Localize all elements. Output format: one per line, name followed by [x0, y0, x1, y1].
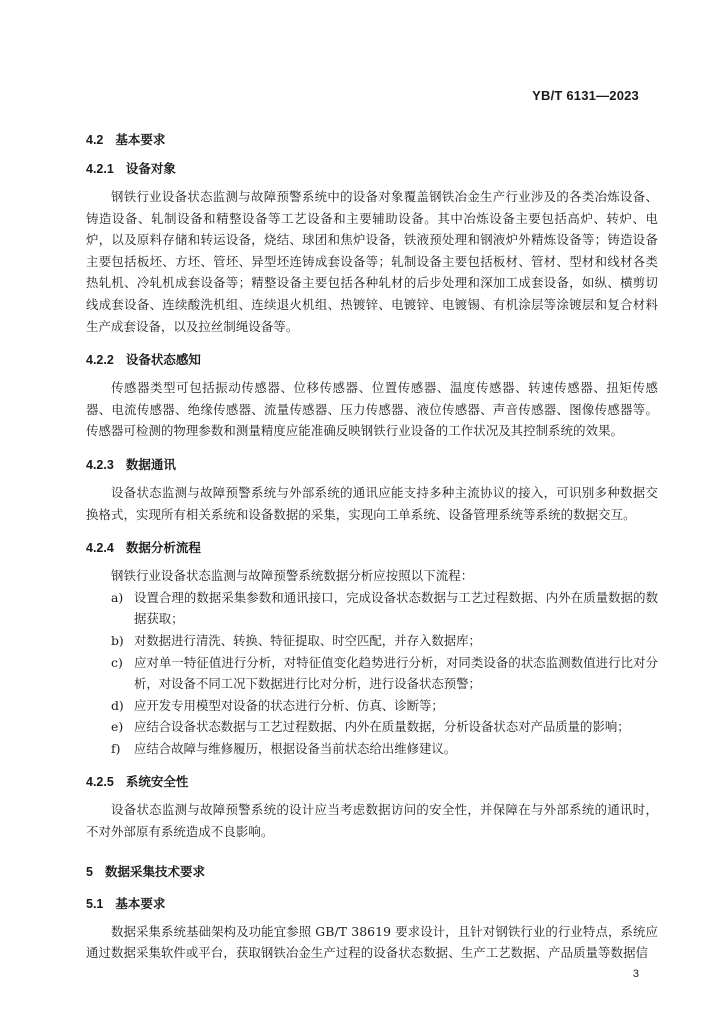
document-code: YB/T 6131—2023 [532, 88, 639, 103]
section-title: 数据通讯 [125, 457, 176, 472]
section-heading-4-2-4 [86, 539, 658, 557]
paragraph-4-2-3: 设备状态监测与故障预警系统与外部系统的通讯应能支持多种主流协议的接入，可识别多种数据交换格式，实现所有相关系统和设备数据的采集，实现向工单系统、设备管理系统等系统的数据交互。 [86, 484, 658, 522]
section-title: 设备对象 [125, 162, 176, 176]
list-item-text: 对数据进行清洗、转换、特征提取、时空匹配，并存入数据库； [134, 632, 481, 648]
list-item [86, 695, 658, 717]
section-title: 数据分析流程 [125, 541, 201, 556]
list-marker: f) [111, 740, 121, 756]
page-number: 3 [632, 968, 639, 980]
section-number: 4.2 [86, 133, 104, 147]
section-heading-5-1 [86, 895, 658, 913]
list-item [86, 652, 658, 695]
list-item [86, 716, 658, 738]
list-marker: e) [111, 719, 124, 735]
section-title: 基本要求 [115, 133, 166, 147]
paragraph-4-2-5: 设备状态监测与故障预警系统的设计应当考虑数据访问的安全性，并保障在与外部系统的通讯时，不对外部原有系统造成不良影响。 [86, 802, 658, 840]
document-body [86, 131, 658, 964]
paragraph-5-1: 数据采集系统基础架构及功能宜参照 GB/T 38619 要求设计，且针对钢铁行业的行业特点，系统应通过数据采集软件或平台，获取钢铁冶金生产过程的设备状态数据、生产工艺数据、产品质量等数据信 [86, 923, 658, 961]
section-number: 4.2.5 [86, 775, 114, 790]
list-item-text: 应开发专用模型对设备的状态进行分析、仿真、诊断等； [134, 697, 444, 713]
paragraph-4-2-2: 传感器类型可包括振动传感器、位移传感器、位置传感器、温度传感器、转速传感器、扭矩传感器、电流传感器、绝缘传感器、流量传感器、压力传感器、液位传感器、声音传感器、图像传感器等。传感器可检测的物理参数和测量精度应能准确反映钢铁行业设备的工作状况及其控制系统的效果。 [86, 380, 658, 439]
section-heading-4-2 [86, 131, 658, 149]
section-title: 基本要求 [115, 896, 166, 911]
section-heading-4-2-1 [86, 160, 658, 178]
paragraph-4-2-4-intro: 钢铁行业设备状态监测与故障预警系统数据分析应按照以下流程： [111, 568, 474, 584]
list-item [86, 630, 658, 652]
list-marker: d) [111, 697, 124, 713]
analysis-steps-list [86, 587, 658, 760]
paragraph-4-2-1: 钢铁行业设备状态监测与故障预警系统中的设备对象覆盖钢铁冶金生产行业涉及的各类冶炼设备、铸造设备、轧制设备和精整设备等工艺设备和主要辅助设备。其中冶炼设备主要包括高炉、转炉、电炉，以及原料存储和转运设备，烧结、球团和焦炉设备，铁液预处理和钢液炉外精炼设备等；铸造设备主要包括板坯、方坯、管坯、异型坯连铸成套设备等；轧制设备主要包括板材、管材、型材和线材各类热轧机、冷轧机成套设备等；精整设备主要包括各种轧材的后步处理和深加工成套设备，如纵、横剪切线成套设备、连续酸洗机组、连续退火机组、热镀锌、电镀锌、电镀锡、有机涂层等涂镀层和复合材料生产成套设备，以及拉丝制绳设备等。 [86, 189, 658, 334]
section-number: 4.2.3 [86, 457, 114, 472]
section-number: 4.2.4 [86, 541, 114, 556]
section-heading-4-2-2 [86, 351, 658, 369]
section-number: 4.2.1 [86, 162, 114, 176]
list-item [86, 587, 658, 630]
section-heading-5 [86, 863, 658, 881]
section-number: 4.2.2 [86, 353, 114, 368]
section-number: 5 [86, 864, 93, 879]
list-marker: b) [111, 632, 124, 648]
section-title: 系统安全性 [125, 775, 189, 790]
section-number: 5.1 [86, 896, 104, 911]
list-item-text: 应结合设备状态数据与工艺过程数据、内外在质量数据，分析设备状态对产品质量的影响； [134, 719, 630, 735]
section-title: 数据采集技术要求 [104, 864, 205, 879]
list-item [86, 738, 658, 760]
list-marker: a) [111, 589, 124, 605]
section-title: 设备状态感知 [125, 353, 201, 368]
list-item-text: 设置合理的数据采集参数和通讯接口，完成设备状态数据与工艺过程数据、内外在质量数据的数据获取； [134, 589, 658, 627]
section-heading-4-2-5 [86, 773, 658, 791]
list-item-text: 应结合故障与维修履历，根据设备当前状态给出维修建议。 [134, 740, 457, 756]
section-heading-4-2-3 [86, 456, 658, 474]
list-marker: c) [111, 654, 123, 670]
list-item-text: 应对单一特征值进行分析，对特征值变化趋势进行分析，对同类设备的状态监测数值进行比对分析，对设备不同工况下数据进行比对分析，进行设备状态预警； [134, 654, 658, 692]
